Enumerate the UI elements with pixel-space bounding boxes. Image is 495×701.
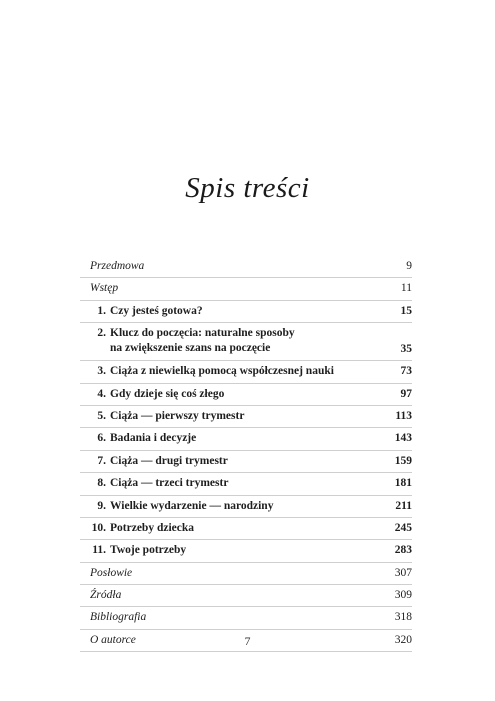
toc-entry-title — [110, 410, 372, 422]
toc-entry-page: 15 — [400, 304, 412, 317]
toc-entry-page: 318 — [394, 611, 412, 624]
toc-chapter-entry — [80, 361, 412, 383]
toc-chapter-entry — [80, 323, 412, 361]
toc-entry-number: 9. — [97, 499, 106, 512]
toc-chapter-entry — [80, 473, 412, 495]
toc-entry-number: 10. — [91, 521, 106, 534]
toc-entry-title — [110, 388, 372, 400]
toc-entry-title — [110, 432, 372, 444]
toc-section-entry — [80, 607, 412, 629]
toc-entry-title-line: Klucz do poczęcia: naturalne sposoby — [110, 327, 295, 340]
toc-entry-page: 143 — [394, 432, 412, 445]
toc-entry-page: 35 — [400, 343, 412, 356]
toc-entry-title-line: Ciąża — drugi trymestr — [110, 454, 228, 467]
toc-chapter-entry — [80, 496, 412, 518]
toc-entry-title — [90, 589, 372, 601]
toc-chapter-entry — [80, 540, 412, 562]
toc-entry-title-line: Wielkie wydarzenie — narodziny — [110, 499, 274, 512]
table-of-contents — [80, 256, 412, 652]
toc-entry-title — [110, 365, 372, 377]
toc-entry-title-line: Bibliografia — [90, 611, 147, 624]
page-number: 7 — [244, 634, 251, 648]
toc-entry-title — [110, 500, 372, 512]
toc-entry-title-line: Potrzeby dziecka — [110, 521, 194, 534]
toc-entry-number: 8. — [97, 477, 106, 490]
toc-entry-title — [110, 305, 372, 317]
toc-entry-title — [90, 567, 372, 579]
toc-entry-page: 309 — [394, 589, 412, 602]
toc-entry-number: 2. — [97, 327, 106, 340]
toc-entry-page: 159 — [394, 454, 412, 467]
toc-chapter-entry — [80, 384, 412, 406]
toc-entry-page: 73 — [400, 365, 412, 378]
toc-entry-number: 3. — [97, 365, 106, 378]
toc-entry-title-line: Ciąża z niewielką pomocą współczesnej nauki — [110, 365, 334, 378]
toc-chapter-entry — [80, 451, 412, 473]
toc-chapter-entry — [80, 301, 412, 323]
toc-entry-title-line: Czy jesteś gotowa? — [110, 304, 203, 317]
toc-entry-title-line: Posłowie — [90, 566, 133, 579]
toc-entry-title — [110, 477, 372, 489]
toc-entry-page: 9 — [406, 260, 412, 272]
toc-entry-title — [90, 260, 372, 272]
toc-entry-number: 7. — [97, 454, 106, 467]
toc-entry-title-line: Badania i decyzje — [110, 432, 197, 445]
toc-chapter-entry — [80, 406, 412, 428]
toc-entry-page: 113 — [395, 409, 412, 422]
toc-chapter-entry — [80, 518, 412, 540]
toc-entry-page: 320 — [394, 633, 412, 646]
toc-entry-title-line: Ciąża — pierwszy trymestr — [110, 409, 245, 422]
toc-entry-page: 11 — [400, 282, 412, 295]
toc-entry-number: 6. — [97, 432, 106, 445]
toc-entry-number: 5. — [97, 409, 106, 422]
toc-entry-title-line: na zwiększenie szans na poczęcie — [110, 342, 271, 355]
toc-section-entry — [80, 278, 412, 300]
toc-entry-number: 1. — [97, 304, 106, 317]
toc-entry-title — [110, 544, 372, 556]
page-title: Spis treści — [185, 172, 310, 204]
toc-entry-page: 283 — [394, 544, 412, 557]
toc-entry-page: 181 — [394, 477, 412, 490]
toc-entry-page: 97 — [400, 387, 412, 400]
toc-entry-title-line: Ciąża — trzeci trymestr — [110, 477, 229, 490]
toc-entry-title — [90, 611, 372, 623]
toc-section-entry — [80, 256, 412, 278]
toc-entry-page: 245 — [394, 521, 412, 534]
toc-entry-title — [110, 327, 372, 354]
toc-entry-title-line: Wstęp — [90, 282, 119, 295]
toc-entry-title-line: Źródła — [90, 589, 122, 602]
toc-entry-number: 11. — [92, 544, 106, 557]
toc-entry-page: 211 — [395, 499, 412, 512]
toc-entry-title-line: Przedmowa — [90, 260, 145, 272]
toc-entry-page: 307 — [394, 566, 412, 579]
toc-entry-title — [110, 455, 372, 467]
toc-section-entry — [80, 585, 412, 607]
toc-entry-title-line: Twoje potrzeby — [110, 544, 187, 557]
toc-entry-title — [110, 522, 372, 534]
toc-section-entry — [80, 563, 412, 585]
toc-entry-title-line: O autorce — [90, 633, 136, 646]
toc-entry-number: 4. — [97, 387, 106, 400]
toc-chapter-entry — [80, 428, 412, 450]
toc-entry-title-line: Gdy dzieje się coś złego — [110, 387, 225, 400]
toc-entry-title — [90, 282, 372, 294]
